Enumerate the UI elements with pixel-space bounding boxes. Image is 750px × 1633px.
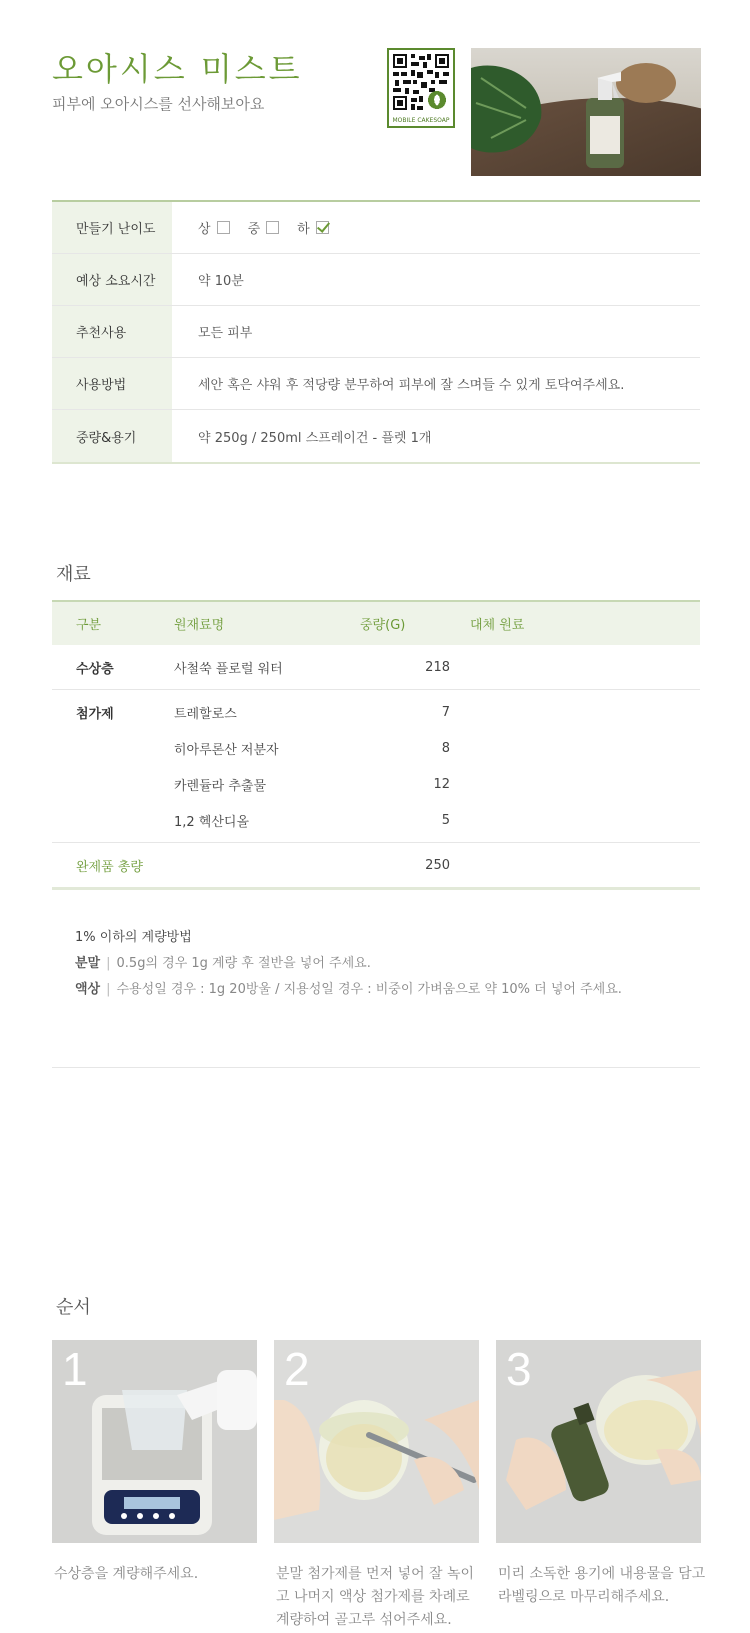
info-value: 약 10분 bbox=[198, 274, 244, 289]
ingredient-cell: 히아루론산 저분자 bbox=[174, 742, 279, 758]
table-row bbox=[52, 802, 700, 838]
total-label: 완제품 총량 bbox=[76, 859, 143, 875]
ingredient-cell: 1,2 헥산디올 bbox=[174, 814, 250, 830]
table-row bbox=[52, 694, 700, 730]
info-label: 중량&용기 bbox=[52, 410, 172, 462]
header-weight: 중량(G) bbox=[360, 618, 406, 633]
info-label: 만들기 난이도 bbox=[52, 202, 172, 253]
info-value: 약 250g / 250ml 스프레이건 - 플렛 1개 bbox=[198, 430, 432, 446]
difficulty-label: 상 bbox=[198, 222, 211, 237]
step-number: 3 bbox=[506, 1343, 532, 1395]
weight-cell: 8 bbox=[441, 740, 450, 756]
info-row-weight bbox=[52, 410, 700, 462]
note-powder-label: 분말 bbox=[75, 956, 101, 971]
info-value: 모든 피부 bbox=[198, 326, 253, 341]
weight-cell: 5 bbox=[441, 812, 450, 828]
note-powder-text: 0.5g의 경우 1g 계량 후 절반을 넣어 주세요. bbox=[116, 956, 371, 971]
table-row bbox=[52, 766, 700, 802]
info-row-usage bbox=[52, 358, 700, 410]
table-row bbox=[52, 730, 700, 766]
step-number: 2 bbox=[284, 1343, 310, 1395]
info-row-difficulty bbox=[52, 202, 700, 254]
step-1-photo bbox=[52, 1340, 257, 1543]
ingredient-cell: 사철쑥 플로럴 워터 bbox=[174, 661, 283, 677]
total-value: 250 bbox=[425, 857, 450, 873]
difficulty-label: 하 bbox=[297, 222, 310, 237]
product-photo bbox=[471, 48, 701, 176]
qr-caption: MOBILE CAKESOAP bbox=[392, 117, 450, 124]
weight-cell: 12 bbox=[433, 776, 450, 792]
materials-header-row bbox=[52, 602, 700, 645]
qr-code-icon bbox=[393, 54, 449, 110]
weight-cell: 7 bbox=[441, 704, 450, 720]
checkbox-empty-icon bbox=[217, 221, 230, 234]
difficulty-options bbox=[172, 202, 700, 253]
weight-cell: 218 bbox=[425, 659, 450, 675]
note-liquid: 액상 | 수용성일 경우 : 1g 20방울 / 지용성일 경우 : 비중이 가벼움으로 약 10% 더 넣어 주세요. bbox=[75, 982, 622, 997]
note-title: 1% 이하의 계량방법 bbox=[75, 930, 192, 945]
header-category: 구분 bbox=[76, 618, 102, 633]
category-cell: 첨가제 bbox=[76, 706, 114, 722]
material-group-water bbox=[52, 645, 700, 690]
steps-section-title: 순서 bbox=[56, 1297, 91, 1318]
info-row-recommended bbox=[52, 306, 700, 358]
step-2-photo bbox=[274, 1340, 479, 1543]
note-liquid-label: 액상 bbox=[75, 982, 101, 997]
checkbox-empty-icon bbox=[266, 221, 279, 234]
ingredient-cell: 트레할로스 bbox=[174, 706, 237, 722]
info-value: 세안 혹은 샤워 후 적당량 분무하여 피부에 잘 스며들 수 있게 토닥여주세요. bbox=[198, 378, 625, 393]
page-title: 오아시스 미스트 bbox=[52, 50, 303, 88]
table-row bbox=[52, 649, 700, 685]
measurement-note bbox=[75, 925, 622, 1003]
step-3-photo bbox=[496, 1340, 701, 1543]
difficulty-label: 중 bbox=[247, 222, 261, 237]
note-powder: 분말 | 0.5g의 경우 1g 계량 후 절반을 넣어 주세요. bbox=[75, 956, 371, 971]
note-liquid-text: 수용성일 경우 : 1g 20방울 / 지용성일 경우 : 비중이 가벼움으로 약 10% 더 넣어 주세요. bbox=[116, 982, 622, 997]
ingredient-cell: 카렌듈라 추출물 bbox=[174, 778, 267, 794]
material-group-additives bbox=[52, 690, 700, 843]
category-cell: 수상층 bbox=[76, 661, 114, 677]
qr-code-badge[interactable] bbox=[387, 48, 455, 128]
info-label: 사용방법 bbox=[52, 358, 172, 409]
materials-section-title: 재료 bbox=[56, 564, 91, 585]
info-row-time bbox=[52, 254, 700, 306]
page-subtitle: 피부에 오아시스를 선사해보아요 bbox=[52, 95, 265, 113]
header-alternative: 대체 원료 bbox=[470, 618, 525, 633]
difficulty-mid bbox=[248, 218, 280, 237]
info-label: 추천사용 bbox=[52, 306, 172, 357]
step-3-text: 미리 소독한 용기에 내용물을 담고 라벨링으로 마무리해주세요. bbox=[498, 1566, 706, 1605]
checkbox-checked-icon bbox=[316, 221, 329, 234]
step-2-text: 분말 첨가제를 먼저 넣어 잘 녹이고 나머지 액상 첨가제를 차례로 계량하여 골고루 섞어주세요. bbox=[276, 1566, 475, 1628]
difficulty-high bbox=[198, 218, 230, 237]
recipe-info-table bbox=[52, 200, 700, 464]
materials-table bbox=[52, 600, 700, 890]
header-ingredient: 원재료명 bbox=[174, 618, 225, 633]
info-label: 예상 소요시간 bbox=[52, 254, 172, 305]
difficulty-low bbox=[297, 218, 329, 237]
step-1-text: 수상층을 계량해주세요. bbox=[54, 1566, 199, 1582]
materials-total-row bbox=[52, 843, 700, 887]
step-number: 1 bbox=[62, 1343, 88, 1395]
section-divider bbox=[52, 1067, 700, 1068]
